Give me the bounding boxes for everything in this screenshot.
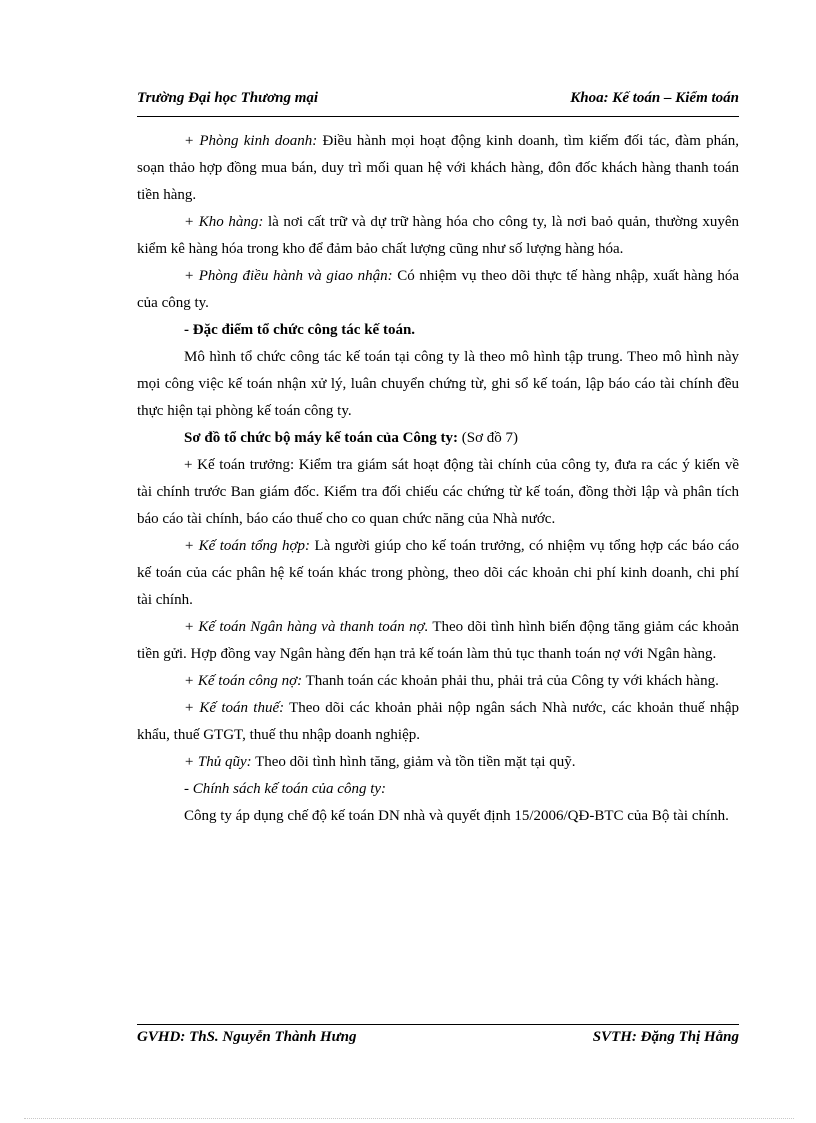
section-heading-chinh-sach bbox=[137, 776, 739, 803]
paragraph-che-do bbox=[137, 803, 739, 830]
paragraph-ke-toan-ngan-hang bbox=[137, 614, 739, 668]
paragraph-lead: + Kế toán công nợ: bbox=[184, 673, 303, 689]
paragraph-text: - Đặc điểm tổ chức công tác kế toán. bbox=[184, 322, 416, 338]
paragraph-text: (Sơ đồ 7) bbox=[457, 430, 518, 446]
paragraph-lead: + Kho hàng: bbox=[184, 214, 264, 230]
header-faculty: Khoa: Kế toán – Kiểm toán bbox=[570, 90, 739, 106]
paragraph-lead: + Kế toán thuế: bbox=[184, 700, 285, 716]
paragraph-lead: Sơ đồ tổ chức bộ máy kế toán của Công ty: bbox=[184, 430, 458, 446]
paragraph-phong-dieu-hanh bbox=[137, 263, 739, 317]
paragraph-ke-toan-thue bbox=[137, 695, 739, 749]
page-bottom-divider bbox=[24, 1118, 794, 1119]
paragraph-text: + Kế toán trưởng: Kiểm tra giám sát hoạt động tài chính của công ty, đưa ra các ý kiến về tài chính trước Ban giám đốc. Kiểm tra đối chiếu các chứng từ kế toán, đồng thời lập và phân tích báo cáo tài chính, báo cáo thuế cho co quan chức năng của Nhà nước. bbox=[137, 457, 739, 527]
footer-student: SVTH: Đặng Thị Hằng bbox=[592, 1029, 739, 1045]
header-school: Trường Đại học Thương mại bbox=[137, 90, 319, 106]
paragraph-text: Theo dõi các khoản phải nộp ngân sách Nhà nước, các khoản thuế nhập khẩu, thuế GTGT, thuế thu nhập doanh nghiệp. bbox=[137, 700, 740, 743]
paragraph-phong-kinh-doanh bbox=[137, 128, 739, 209]
paragraph-ke-toan-tong-hop bbox=[137, 533, 739, 614]
paragraph-text: - Chính sách kế toán của công ty: bbox=[184, 781, 387, 797]
paragraph-text: là nơi cất trữ và dự trữ hàng hóa cho công ty, là nơi baỏ quản, thường xuyên kiểm kê hàng hóa trong kho để đảm bảo chất lượng cũng như số lượng hàng hóa. bbox=[137, 214, 740, 257]
document-body bbox=[137, 128, 739, 830]
paragraph-kho-hang bbox=[137, 209, 739, 263]
paragraph-text: Mô hình tổ chức công tác kế toán tại công ty là theo mô hình tập trung. Theo mô hình này mọi công việc kế toán nhận xử lý, luân chuyển chứng từ, ghi sổ kế toán, lập báo cáo tài chính đều thực hiện tại phòng kế toán công ty. bbox=[137, 349, 739, 419]
paragraph-text: Công ty áp dụng chế độ kế toán DN nhà và quyết định 15/2006/QĐ-BTC của Bộ tài chính. bbox=[184, 808, 729, 824]
paragraph-text: Theo dõi tình hình tăng, giảm và tồn tiền mặt tại quỹ. bbox=[251, 754, 576, 770]
paragraph-text: Có nhiệm vụ theo dõi thực tế hàng nhập, xuất hàng hóa của công ty. bbox=[137, 268, 739, 311]
paragraph-text: Điều hành mọi hoạt động kinh doanh, tìm kiếm đối tác, đàm phán, soạn thảo hợp đồng mua bán, duy trì mối quan hệ với khách hàng, đôn đốc khách hàng thanh toán tiền hàng. bbox=[137, 133, 740, 203]
section-heading-dac-diem bbox=[137, 317, 739, 344]
paragraph-lead: + Phòng kinh doanh: bbox=[184, 133, 318, 149]
paragraph-lead: + Kế toán tổng hợp: bbox=[184, 538, 310, 554]
paragraph-ke-toan-truong bbox=[137, 452, 739, 533]
paragraph-lead: + Phòng điều hành và giao nhận: bbox=[184, 268, 393, 284]
page-header bbox=[137, 90, 739, 117]
paragraph-lead: + Thủ qũy: bbox=[184, 754, 252, 770]
paragraph-text: Là người giúp cho kế toán trưởng, có nhiệm vụ tổng hợp các báo cáo kế toán của các phân hệ kế toán khác trong phòng, theo dõi các khoản chi phí kinh doanh, chi phí tài chính. bbox=[137, 538, 739, 608]
paragraph-mo-hinh bbox=[137, 344, 739, 425]
paragraph-text: Theo dõi tình hình biến động tăng giảm các khoản tiền gửi. Hợp đồng vay Ngân hàng đến hạn trả kế toán làm thủ tục thanh toán nợ với Ngân hàng. bbox=[137, 619, 739, 662]
page-footer bbox=[137, 1024, 739, 1046]
paragraph-ke-toan-cong-no bbox=[137, 668, 739, 695]
footer-advisor: GVHD: ThS. Nguyễn Thành Hưng bbox=[137, 1029, 357, 1045]
paragraph-lead: + Kế toán Ngân hàng và thanh toán nợ. bbox=[184, 619, 429, 635]
paragraph-text: Thanh toán các khoản phải thu, phải trả của Công ty với khách hàng. bbox=[302, 673, 719, 689]
paragraph-so-do bbox=[137, 425, 739, 452]
paragraph-thu-quy bbox=[137, 749, 739, 776]
